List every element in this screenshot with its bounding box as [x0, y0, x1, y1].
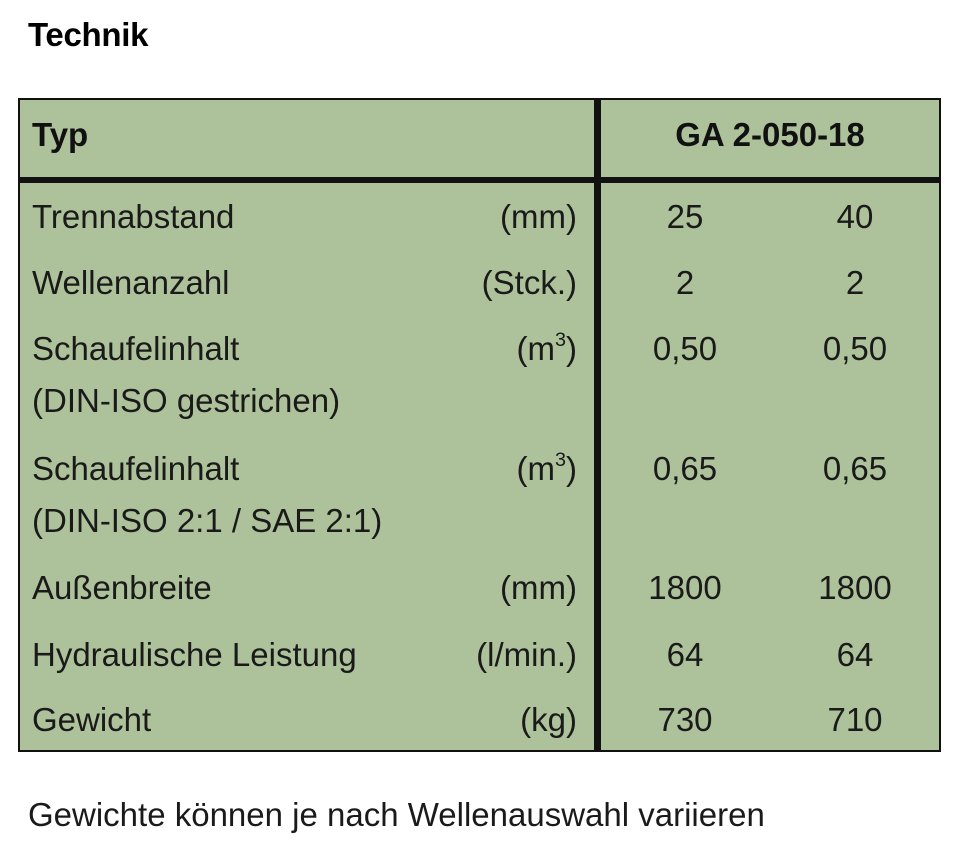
row-value-2: 0,50 — [822, 330, 888, 367]
row-unit: (mm) — [500, 198, 577, 235]
row-unit: (mm) — [500, 569, 577, 606]
section-heading: Technik — [28, 16, 149, 53]
header-divider — [20, 177, 939, 183]
row-label: Gewicht — [32, 701, 152, 738]
header-type-label: Typ — [32, 116, 89, 153]
row-value-2: 0,65 — [822, 450, 888, 487]
unit-superscript: 3 — [554, 329, 566, 352]
row-sublabel: (DIN-ISO gestrichen) — [32, 382, 341, 419]
row-value-1: 0,50 — [652, 330, 718, 367]
table-header-row — [20, 100, 939, 179]
row-label: Trennabstand — [32, 198, 235, 235]
row-unit: (l/min.) — [476, 636, 577, 673]
footnote: Gewichte können je nach Wellenauswahl variieren — [28, 796, 765, 833]
row-label: Wellenanzahl — [32, 264, 230, 301]
row-label: Hydraulische Leistung — [32, 636, 357, 673]
row-value-1: 1800 — [648, 569, 722, 606]
row-label: Außenbreite — [32, 569, 212, 606]
unit-superscript: 3 — [554, 449, 566, 472]
row-unit: (kg) — [520, 701, 577, 738]
row-unit: $(m^3)$ — [516, 449, 577, 487]
row-value-1: 0,65 — [652, 450, 718, 487]
row-value-2: 40 — [836, 198, 874, 235]
spec-table — [18, 98, 941, 752]
row-value-1: 25 — [666, 198, 704, 235]
row-value-2: 2 — [845, 264, 865, 301]
row-sublabel: (DIN-ISO 2:1 / SAE 2:1) — [32, 502, 383, 539]
row-unit: $(m^3)$ — [516, 329, 577, 367]
column-divider — [594, 100, 601, 750]
row-value-2: 1800 — [818, 569, 892, 606]
row-value-2: 710 — [827, 701, 883, 738]
row-label: Schaufelinhalt — [32, 450, 240, 487]
row-label: Schaufelinhalt — [32, 330, 240, 367]
row-unit: (Stck.) — [481, 264, 577, 301]
header-model-name: GA 2-050-18 — [675, 116, 865, 153]
row-value-1: 730 — [657, 701, 713, 738]
row-value-1: 2 — [675, 264, 695, 301]
row-value-1: 64 — [666, 636, 704, 673]
row-value-2: 64 — [836, 636, 874, 673]
